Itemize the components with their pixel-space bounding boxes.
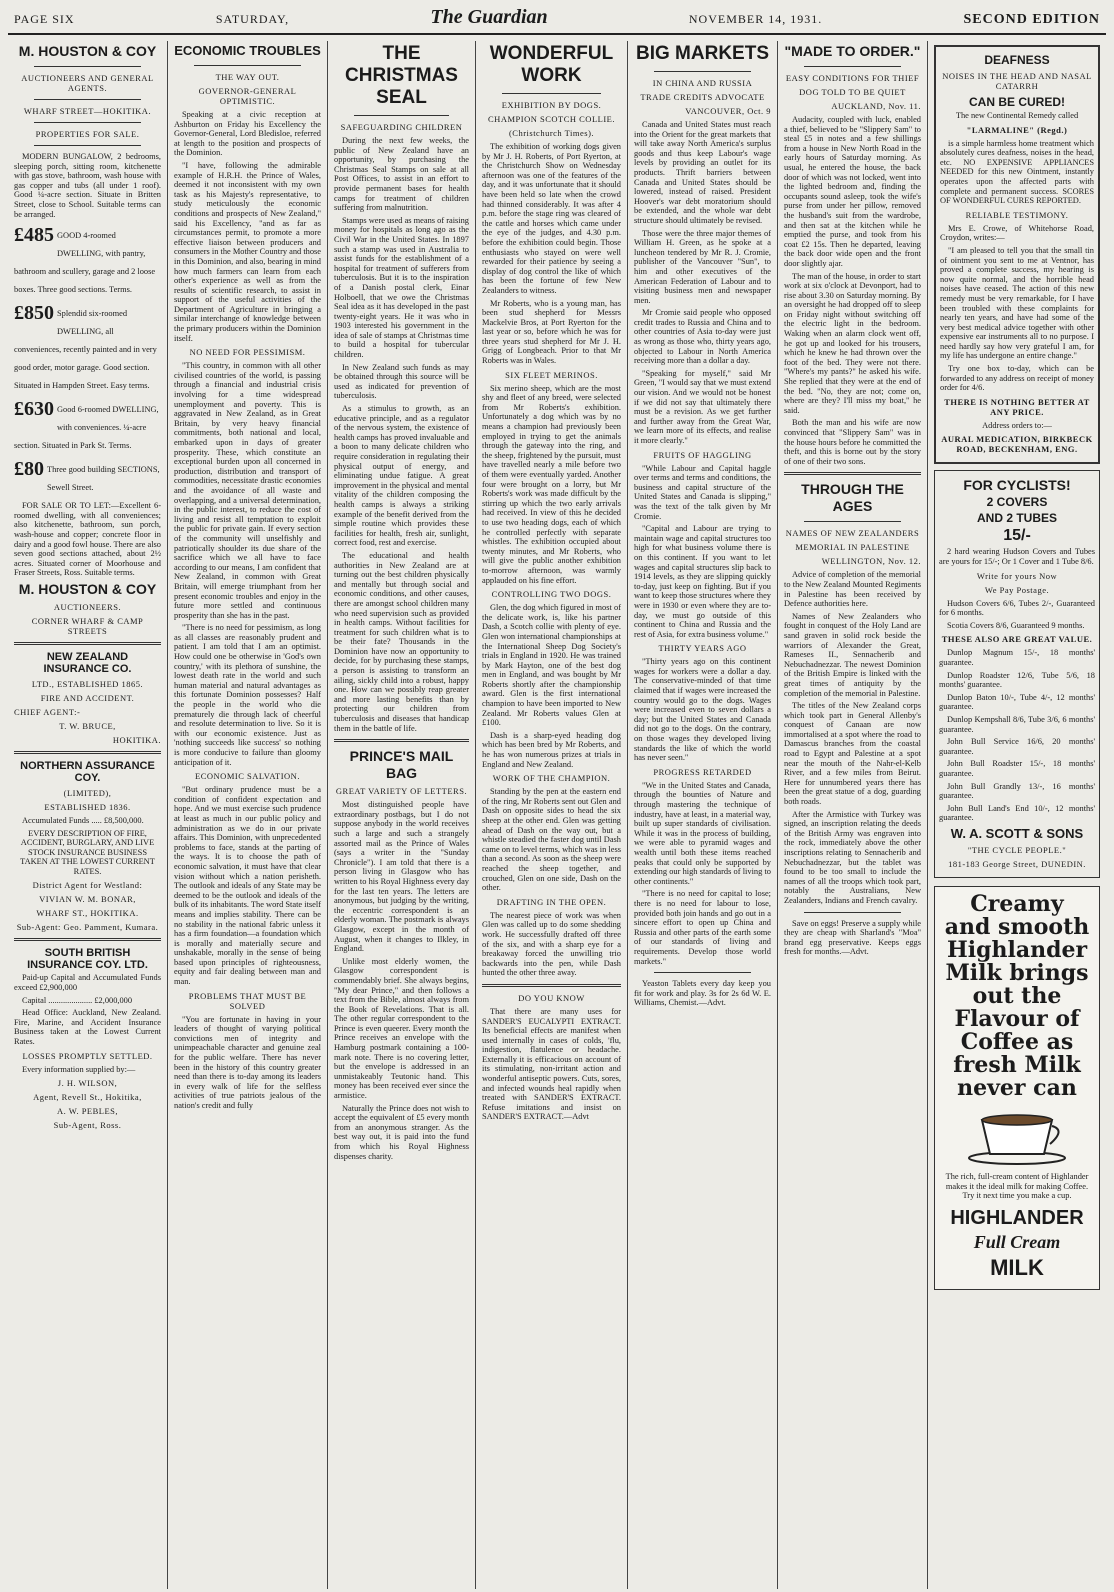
price-80: £80 [14, 458, 44, 481]
deaf-better: THERE IS NOTHING BETTER AT ANY PRICE. [944, 396, 1090, 417]
columns [8, 41, 1106, 1589]
deaf-address: AURAL MEDICATION, BIRKBECK ROAD, BECKENHAM, ENG. [941, 434, 1093, 455]
tyre-5: John Bull Service 16/6, 20 months' guarantee. [939, 737, 1095, 756]
ages-p2: Names of New Zealanders who fought in conquest of the Holy Land are sand graven in solid rock beside the warriors of Alexander the Great, Rameses II., Sennacherib and Nebuchadnezzar. The newest Dominion of the British Empire is linked with the great times of antiquity by the completion of the memorial in Palestine. [784, 611, 921, 698]
work-control: CONTROLLING TWO DOGS. [491, 589, 612, 600]
markets-p1: Canada and United States must reach into the Orient for the great markets that will take away North America's surplus goods and thus keep Labour's wage levels by providing an outlet for its products. Thrift barriers between Canada and United States should be lowered, instead of raised. President Hoover's war debt moratorium should be extended, and the whole war debt structure should ultimately be revised. [634, 120, 771, 225]
markets-p7: "Thirty years ago on this continent wages for workers were a dollar a day. The conservative-minded of that time claimed that if wages were increased the country would go to the dogs. Wages were increased even to seven dollars a day; but the United States and Canada did not go to the dogs. On the contrary, on those wages they developed living standards the like of which the world has never seen." [634, 657, 771, 763]
eggs-ad: Save on eggs! Preserve a supply while they are cheap with Sharland's "Moa" brand egg preservative. Keeps eggs fresh for months.—Advt. [784, 918, 921, 957]
work-sub2: CHAMPION SCOTCH COLLIE. [488, 114, 615, 124]
deaf-sub: NOISES IN THE HEAD AND NASAL CATARRH [942, 71, 1092, 91]
south-paidup: Paid-up Capital and Accumulated Funds exceed £2,900,000 [14, 973, 161, 993]
markets-p2: Those were the three major themes of William H. Green, as he spoke at a luncheon tendered by Mr R. J. Cromie, publisher of the Vancouver "Sun", to him and other executives of the American Federation of Labour and to visiting business men and newspaper men. [634, 228, 771, 305]
deaf-larmaline: "LARMALINE" (Regd.) [966, 124, 1068, 135]
economic-sub1: THE WAY OUT. [215, 72, 280, 82]
milk-line-6: Flavour of [954, 1005, 1080, 1032]
losses-settled: LOSSES PROMPTLY SETTLED. [22, 1050, 153, 1061]
order-sub2: DOG TOLD TO BE QUIET [799, 87, 906, 97]
youknow-heading: DO YOU KNOW [518, 992, 585, 1003]
ages-dateline: WELLINGTON, Nov. 12. [821, 556, 921, 567]
markets-thirty: THIRTY YEARS AGO [658, 643, 747, 654]
work-p6: Standing by the pen at the eastern end of the ring, Mr Roberts sent out Glen and Dash on opposite sides to head the six sheep at the other end. Glen was getting ahead of Dash on the way out, but a whistle steadied the faster dog until Dash came on to level terms, which was in less than a second. As soon as the sheep were reached the sheep together, and crouched, Glen on one side, Dash on the other. [482, 787, 621, 893]
deaf-p3: "I am pleased to tell you that the small tin of ointment you sent to me at Ventnor, has proved a complete success, my hearing is now quite normal, and the horrible head noises have ceased. The action of this new remedy must be very remarkable, for I have been troubled with these complaints for nearly ten years, and have had some of the very best medical advice together with other expensive ear instruments all to no purpose. I need hardly say how very grateful I am, for my life has undergone an entire change." [940, 245, 1094, 361]
cyclists-ad [934, 470, 1100, 877]
work-p4: Glen, the dog which figured in most of the delicate work, is, like his partner Dash, a Scotch collie with plenty of eye. Glen won international championships at the International Sheep Dog Society's trials in England in 1920. He was trained by Mark Hayton, one of the best dog men in England, and was bought by Mr Roberts shortly after the championship award. Glen is the first international champion to have been imported to New Zealand. Mr Roberts values Glen at £100. [482, 603, 621, 728]
milk-line-3: Highlander [946, 936, 1088, 963]
seal-sub: SAFEGUARDING CHILDREN [340, 122, 463, 132]
work-p5: Dash is a sharp-eyed heading dog which has been bred by Mr Roberts, and he has won numerous prizes at trials in England and New Zealand. [482, 730, 621, 769]
edition-label: SECOND EDITION [963, 12, 1100, 27]
ages-p1: Advice of completion of the memorial to the New Zealand Mounted Regiments in Palestine has been received by Defence authorities here. [784, 570, 921, 609]
youknow-text: That there are many uses for SANDER'S EUCALYPTI EXTRACT. Its beneficial effects are manifest when used internally in cases of colds, 'flu, indigestion, flatulence or headache. Externally it is efficacious on account of its stimulating, non-irritant action and wonderful antiseptic powers. Cuts, sores, and infected wounds heal rapidly when treated with SANDER'S EXTRACT. Refuse imitations and insist on SANDER'S EXTRACT.—Advt [482, 1006, 621, 1122]
milk-line-5: out the [972, 982, 1062, 1009]
deaf-cured: CAN BE CURED! [969, 95, 1065, 109]
tyre-2: Dunlop Roadster 12/6, Tube 5/6, 18 months' guarantee. [939, 670, 1095, 690]
agent-ross: Sub-Agent, Ross. [53, 1120, 122, 1131]
issue-day: SATURDAY, [215, 12, 290, 26]
yeaston-ad: Yeaston Tablets every day keep you fit for work and play. 3s for 2s 6d W. E. Williams, Chemist.—Advt. [634, 979, 771, 1008]
deaf-address-label: Address orders to:— [982, 420, 1052, 430]
economic-sub2: GOVERNOR-GENERAL OPTIMISTIC. [198, 86, 297, 106]
masthead [8, 6, 1106, 35]
houston-address: WHARF STREET—HOKITIKA. [23, 106, 152, 116]
chief-agent: CHIEF AGENT:- [14, 706, 81, 717]
ad-80: Three good building SECTIONS, Sewell Street. [47, 465, 160, 493]
markets-fruits: FRUITS OF HAGGLING [653, 449, 752, 460]
deaf-p4: Try one box to-day, which can be forwarded to any address on receipt of money order for 4/6. [940, 364, 1094, 393]
order-p1: Audacity, coupled with luck, enabled a thief, believed to be "Slippery Sam" to steal £5 in notes and a few shillings from a house in New North Road in the early hours of Saturday morning. As usual, he entered the house, the back door of which was not locked, went into the lighted bedroom and, finding the occupants sound asleep, took the wife's purse from under her pillow, removed the husband's suit from the wardrobe, and then sat at the kitchen while he emptied the purse, and took from his coat £2 15s. Then he departed, leaving the back door wide open and the front door slightly ajar. [784, 115, 921, 268]
markets-headline: BIG MARKETS [636, 43, 769, 64]
markets-p8: "We in the United States and Canada, through the bounties of Nature and through mastering the technique of industry, have at least, in a material way, built up super standards of civilisation. While it was in the process of building, we were able to pyramid wages and wealth until both these items reached peaks that could only be supported by extending our high standards of living to other continents." [634, 780, 771, 886]
tyre-4: Dunlop Kempshall 8/6, Tube 3/6, 6 months' guarantee. [939, 714, 1095, 734]
corner-address: CORNER WHARF & CAMP STREETS [31, 615, 144, 636]
agent-bonar: VIVIAN W. M. BONAR, [39, 894, 136, 905]
work-headline: WONDERFUL WORK [489, 43, 614, 86]
markets-p5: "While Labour and Capital haggle over terms and terms and conditions, the business and capital structure of the United States and Canada is slipping," was the text of the talk given by Mr Cromie. [634, 463, 771, 521]
seal-p2: Stamps were used as means of raising money for hospitals as long ago as the Civil War in the United States. In 1897 such a stamp was used in Australia to assist funds for the establishment of a hospital for treatment of sufferers from tuberculosis. But it is to the inspiration of a Danish postal clerk, Einar Holboell, that we owe the Christmas Seal idea as it has developed in the past twenty-eight years. He it was who in 1903 interested his government in the idea of sale of stamps at Christmas time to build a hospital for tubercular children. [334, 215, 469, 360]
coffee-cup-icon [962, 1106, 1072, 1166]
houston-subtitle: AUCTIONEERS AND GENERAL AGENTS. [21, 73, 154, 93]
work-sub1: EXHIBITION BY DOGS. [501, 100, 602, 110]
economic-p2: "I have, following the admirable example of H.R.H. the Prince of Wales, deemed it not inconsistent with my own task as his Majesty's representative, to study meticulously the economic conditions and prospects of New Zealand," said his Excellency, "and as far as circumstances permit, to promote a more effective liaison between producers and consumers in the Mother Country and those in this Dominion, and also, bearing in mind how much farmers can learn from each other's experience as well as from the results of scientific research, to assist in support of the useful activities of the Department of Agriculture in bringing a similar interchange of knowledge between the primary producers within the Dominion itself. [174, 160, 322, 343]
milk-brand: HIGHLANDER [950, 1206, 1084, 1229]
cyclists-scotia: Scotia Covers 8/6, Guaranteed 9 months. [947, 620, 1085, 630]
mailbag-p3: Naturally the Prince does not wish to accept the equivalent of £5 every month from an anonymous stranger. As the best way out, it is paid into the fund from which his Royal Highness dispenses charity. [334, 1103, 469, 1161]
cyclists-hudson: Hudson Covers 6/6, Tubes 2/-, Guaranteed for 6 months. [939, 598, 1095, 618]
markets-p6: "Capital and Labour are trying to maintain wage and capital structures too high for what business volume there is on this continent. If you want to let wages and capital structures slip back to 1914 levels, as they are slipping quickly to-day, just keep on fighting. But if you want to keep those structures where they were in 1930 or even where they are to-day, we must go outside of this continent to China and Russia and the rest of Asia, for extra business volume." [634, 524, 771, 639]
cyclists-price: 15/- [1003, 527, 1031, 545]
economic-solved: PROBLEMS THAT MUST BE SOLVED [188, 990, 307, 1011]
scott-title: W. A. SCOTT & SONS [950, 825, 1084, 841]
auctioneers-2: AUCTIONEERS. [53, 601, 122, 612]
markets-sub1: IN CHINA AND RUSSIA [652, 78, 753, 88]
economic-p5: "But ordinary prudence must be a condition of confident expectation and hope. And we must exercise such prudence at least as much in our public policy and administration as we do in our private affairs. This Dominion, with unprecedented problems to face, stands at the parting of the ways. It is to choose the path of economic salvation, it must have that clear vision without which a nation perisheth. The outlook and ideals of any State may be deemed to be the outlook and ideals of the bulk of its inhabitants. The word State itself means and implies stability. There can be no stability in the national fabric unless it has a firm foundation—a foundation which is morally and materially secure and unshakable, morally in the sense of being based upon principles of righteousness, equity and fair dealing between man and man. [174, 785, 321, 987]
milk-line-8: fresh Milk [953, 1051, 1081, 1078]
milk-line-9: never can [957, 1074, 1077, 1101]
bungalow-ad: MODERN BUNGALOW, 2 bedrooms, sleeping porch, sitting room, kitchenette with gas stove, bathroom, wash house with gas copper and tubs (all under 1 roof). Good ¼-acre section. Situate in Britten Street, close to School. Suitable terms can be arranged. [14, 152, 161, 219]
column-classifieds [8, 41, 168, 1589]
mailbag-sub: GREAT VARIETY OF LETTERS. [335, 786, 468, 797]
price-850: £850 [14, 302, 54, 325]
ages-headline: THROUGH THE AGES [801, 481, 904, 515]
fire-accident: FIRE AND ACCIDENT. [40, 692, 135, 703]
column-economic [168, 41, 328, 1589]
work-six: SIX FLEET MERINOS. [505, 369, 598, 380]
milk-fullcream: Full Cream [973, 1231, 1061, 1252]
economic-p1: Speaking at a civic reception at Ashburton on Friday his Excellency the Governor-General, Lord Bledisloe, referred at length to the position and prospects of the Dominion. [174, 110, 321, 158]
seal-p4: As a stimulus to growth, as an educative principle, and as a regulator of the nervous system, the existence of health camps has proved invaluable and a boon to many delicate children who require consideration in regulating their physical output of energy, and eliminating undue fatigue. A great improvement in the physical and mental vitality of the children composing the health camps is always a striking example of the benefit derived from the simple routine which provides these facilities for health, fresh air, sunlight, correct food, rest and exercise. [334, 404, 469, 548]
work-sub3: (Christchurch Times). [508, 128, 595, 138]
price-630: £630 [14, 398, 54, 421]
northern-est: ESTABLISHED 1836. [44, 801, 131, 812]
work-draft: DRAFTING IN THE OPEN. [496, 896, 607, 907]
scott-address: 181-183 George Street, DUNEDIN. [948, 858, 1086, 869]
column-advertisements [928, 41, 1106, 1589]
cyclists-title: FOR CYCLISTS! [963, 477, 1071, 494]
paper-title: The Guardian [430, 6, 548, 28]
mailbag-headline: PRINCE'S MAIL BAG [349, 748, 454, 782]
order-p3: Both the man and his wife are now convinced that "Slippery Sam" was in the house hours before he committed the theft, and this is borne out by the story of one of their two sons. [784, 418, 921, 466]
column-christmas-seal [328, 41, 476, 1589]
work-champ: WORK OF THE CHAMPION. [492, 773, 611, 784]
cyclists-tubes: AND 2 TUBES [976, 511, 1057, 526]
ad-850: Splendid six-roomed DWELLING, all conveniences, recently painted and in very good order, motor garage. Good section. Situated in Hampden Street. Easy terms. [14, 309, 157, 391]
column-wonderful-work [476, 41, 628, 1589]
milk-line-1: Creamy [970, 890, 1064, 917]
column-big-markets [628, 41, 778, 1589]
ages-p4: After the Armistice with Turkey was signed, an inscription relating the deeds of the British Army was engraven into the rock, immediately above the other inscriptions relating to Sennacherib and Nebuchadnezzar, but the tablet was found to be too small to include the names of all the troops which took part, notably the Australians, New Zealanders, Indians and French cavalry. [784, 809, 921, 905]
markets-p9: "There is no need for capital to lose; there is no need for labour to lose, provided both join hands and go out in a sincere effort to open up China and Russia and other parts of the earth some of our standards of living and requirements. Develop those world markets." [634, 889, 771, 966]
economic-p6: "You are fortunate in having in your leaders of thought of varying political convictions men of integrity and unimpeachable character and genuine zeal for the public welfare. There has never been in the history of this country greater need than there is to-day among its leaders in every walk of life for the selfless activities of true patriots jealous of the nation's credit and fully [174, 1014, 321, 1110]
markets-progress: PROGRESS RETARDED [653, 766, 752, 777]
ad-485: GOOD 4-roomed DWELLING, with pantry, bathroom and scullery, garage and 2 loose boxes. Three good sections. Terms. [14, 231, 156, 295]
cyclists-hard: 2 hard wearing Hudson Covers and Tubes are yours for 15/-; Or 1 Cover and 1 Tube 8/6. [939, 547, 1095, 567]
tyre-3: Dunlop Baton 10/-, Tube 4/-, 12 months' guarantee. [939, 692, 1095, 712]
issue-date: NOVEMBER 14, 1931. [688, 12, 823, 26]
agent-revell: Agent, Revell St., Hokitika, [33, 1092, 142, 1103]
economic-p3: "This country, in common with all other civilised countries of the world, is passing through a financial and industrial crisis involving for a time widespread unemployment and poverty. This is aggravated in New Zealand, as in Great Britain, by very heavy financial commitments, both national and local, embarked upon in days of greater prosperity. These, which constitute an exceptional burden upon all concerned in production, distribution and transport of commodities, necessitate drastic economies and the avoidance of all waste and overlapping, and a universal determination, in the public interest, to reduce the cost of living and resist all temptation to exploit the public for private gain. If every section of the community will unselfishly and patriotically shoulder its due share of the sacrifice which we all have to face according to our means, I am confident that New Zealand, in common with Great Britain, will emerge triumphant from her present economic troubles and enjoy in the future more settled and continuous prosperity than she has in the past. [174, 361, 321, 620]
cyclists-also: THESE ALSO ARE GREAT VALUE. [941, 634, 1093, 645]
markets-p3: Mr Cromie said people who opposed credit trades to Russia and China and to other countries of Asia to-day were just as wrong as those who, thirty years ago, objected to Labour in North America receiving more than a dollar a day. [634, 308, 771, 366]
northern-every: EVERY DESCRIPTION OF FIRE, ACCIDENT, BURGLARY, AND LIVE STOCK INSURANCE BUSINESS TAKEN AT THE LOWEST CURRENT RATES. [20, 828, 155, 876]
milk-body: The rich, full-cream content of Highlander makes it the ideal milk for making Coffee. Try it next time you make a cup. [945, 1171, 1089, 1201]
markets-p4: "Speaking for myself," said Mr Green, "I would say that we must extend our vision. And we would not be honest if we did not say that ultimately there must be a revision. As we get further and further away from the Great War, we learn more of its effects, and realise it more clearly." [634, 368, 771, 445]
agent-wharfst: WHARF ST., HOKITIKA. [36, 908, 139, 919]
deaf-p1: is a simple harmless home treatment which absolutely cures deafness, noises in the head, etc. NO EXPENSIVE APPLIANCES NEEDED for this new Ointment, instantly operates upon the affected parts with complete and permanent success. SCORES OF WONDERFUL CURES REPORTED. [940, 138, 1094, 206]
deafness-ad [934, 45, 1100, 464]
houston-title: M. HOUSTON & COY [18, 43, 157, 59]
ad-630: Good 6-roomed DWELLING, with conveniences. ¼-acre section. Situated in Park St. Terms. [14, 405, 159, 451]
south-british-title: SOUTH BRITISH INSURANCE COY. LTD. [27, 947, 148, 972]
properties-heading: PROPERTIES FOR SALE. [35, 129, 140, 139]
deaf-reliable: RELIABLE TESTIMONY. [965, 209, 1069, 220]
tyre-7: John Bull Grandly 13/-, 16 months' guarantee. [939, 781, 1095, 801]
northern-funds: Accumulated Funds ..... £8,500,000. [22, 815, 144, 825]
agent-hokitika: HOKITIKA. [112, 734, 161, 745]
northern-title: NORTHERN ASSURANCE COY. [20, 759, 155, 784]
order-dateline: AUCKLAND, Nov. 11. [831, 101, 921, 111]
mailbag-p1: Most distinguished people have extraordinary postbags, but I do not suppose anybody in the world receives such a large and such a strangely assorted mail as the Prince of Wales (says a writer in the "Sunday Chronicle"). I am told that there is a person living in Glasgow who has written to his Royal Highness every day for the last ten years. The letters are anonymous, but judging by the writing, the eccentric correspondent is an elderly woman. The postmark is always Glasgow, except in the month of August, when it changes to Ilkley, in England. [334, 800, 469, 954]
seal-p3: In New Zealand such funds as may be obtained through this source will be used as indicated for prevention of tuberculosis. [334, 362, 469, 401]
order-p2: The man of the house, in order to start work at six o'clock at Devonport, had to rise about 3.30 on Saturday morning. By an oversight he had dropped off to sleep on Friday night without switching off the electric light in the bedroom. Waking when an alarm clock went off, he got up and looked for his trousers, which he knew he had thrown over the foot of the bed. They were not there. "Where's my pants?" he asked his wife. She replied that they were at the end of the bed. "No, they are not; come on, where are they? I'll miss my boat," he said. [784, 271, 921, 415]
deaf-title: DEAFNESS [984, 53, 1050, 67]
northern-limited: (LIMITED), [63, 787, 112, 798]
ages-p3: The titles of the New Zealand corps which took part in General Allenby's conquest of Canaan are now immortalised at a spot where the road to Damascus branches from the coastal road to Egypt and Palestine at a spot near the mouth of the Nahr-el-Kelb River, and a few miles from Beirut. Here for unnumbered years there has been the great statue of a dog, guarding both roads. [784, 701, 921, 807]
south-capital: Capital ..................... £2,000,000 [22, 995, 133, 1005]
seal-p1: During the next few weeks, the public of New Zealand have an opportunity, by purchasing the Christmas Seal Stamps on sale at all Post Offices, to assist in an effort to provide permanent bases for health camps for treatment of children suffering from malnutrition. [334, 136, 469, 213]
economic-p4: "There is no need for pessimism, as long as all classes are reasonably prudent and patient. I am told that I am an optimist. How could one be otherwise in 'God's own country,' with its plethora of sunshine, the lowest death rate in the world and such human material and natural advantages as this fortunate Dominion possesses? Half the people in the world who die prematurely die through lack of cheerful and resolute determination to live. So it is with our economic existence. Just as 'nothing succeeds like success' so nothing is more conducive to failure than gloomy anticipation of it. [174, 623, 321, 767]
info-supplied: Every information supplied by:— [22, 1064, 136, 1074]
milk-line-4: Milk brings [945, 959, 1089, 986]
agent-bruce: T. W. BRUCE, [59, 720, 116, 731]
milk-line-7: Coffee as [960, 1028, 1074, 1055]
markets-dateline: VANCOUVER, Oct. 9 [685, 106, 771, 116]
nz-insurance-est: LTD., ESTABLISHED 1865. [31, 678, 144, 689]
nz-insurance-title: NEW ZEALAND INSURANCE CO. [43, 650, 132, 675]
price-485: £485 [14, 224, 54, 247]
order-sub1: EASY CONDITIONS FOR THIEF [785, 73, 920, 83]
economic-need: NO NEED FOR PESSIMISM. [189, 347, 306, 358]
page-number: PAGE SIX [14, 12, 75, 26]
houston-title-2: M. HOUSTON & COY [18, 580, 157, 597]
economic-salvation: ECONOMIC SALVATION. [195, 771, 300, 782]
scott-tagline: "THE CYCLE PEOPLE." [967, 844, 1067, 855]
markets-sub2: TRADE CREDITS ADVOCATE [640, 92, 765, 102]
agent-wilson: J. H. WILSON, [57, 1078, 118, 1089]
highlander-milk-ad [934, 886, 1100, 1290]
south-headoffice: Head Office: Auckland, New Zealand. Fire, Marine, and Accident Insurance Business taken at the Lowest Current Rates. [14, 1008, 161, 1047]
mailbag-p2: Unlike most elderly women, the Glasgow correspondent is commendably brief. She always begins, "My dear Prince," and then follows a text from the Bible, almost always from the Book of Revelations. That is all. The other regular correspondent to the Prince is even queerer. Every month the Prince receives an envelope with the Hamburg postmark containing a 100-mark note. There is no covering letter, but the envelope is addressed in an unmistakeably Teutonic hand. This money has been received ever since the armistice. [334, 956, 469, 1101]
forsale-ad: FOR SALE OR TO LET:—Excellent 6-roomed dwelling, with all conveniences; also kitchenette, bathroom, sun porch, wash-house and copper; concrete floor in dairy and a good fowl house. There are also seven good sections attached, about 2½ acres. Situated corner of Moorhouse and Fraser Streets, Ross. Suitable terms. [14, 501, 161, 578]
tyre-1: Dunlop Magnum 15/-, 18 months' guarantee. [939, 648, 1095, 667]
milk-line-2: and smooth [944, 913, 1090, 940]
work-p7: The nearest piece of work was when Glen was called up to do some shedding work. He successfully drafted off three of the six, and with a sharp eye for a breakaway forced the unwilling trio backwards into the pen, while Dash hunted the other three away. [482, 910, 621, 978]
district-agent: District Agent for Westland: [32, 880, 143, 891]
deaf-new: The new Continental Remedy called [955, 111, 1079, 120]
agent-pebles: A. W. PEBLES, [56, 1106, 119, 1117]
milk-word: MILK [990, 1254, 1044, 1280]
column-made-to-order [778, 41, 928, 1589]
cyclists-write: Write for yours Now [976, 570, 1058, 581]
economic-headline: ECONOMIC TROUBLES [174, 43, 321, 58]
seal-headline: THE CHRISTMAS SEAL [345, 43, 458, 108]
tyre-8: John Bull Land's End 10/-, 12 months' guarantee. [939, 803, 1095, 823]
seal-p5: The educational and health authorities in New Zealand are at turning out the best children physically and mentally but through social and economic conditions, and other causes, there are amongst school children many who need supervision such as provided in health camps. Without facilities for treatment for such children what is to be their fate? Thousands in the Dominion have now an opportunity to decide, for by purchasing these stamps, a person is assisting to transform an ailing, sickly child into a robust, happy one. How can we possibly reap greater and more lasting benefits than by protecting our children from tuberculosis and diseases that handicap them in the battle of life. [334, 550, 469, 733]
deaf-p2: Mrs E. Crowe, of Whitehorse Road, Croydon, writes:— [940, 223, 1094, 243]
tyre-6: John Bull Roadster 15/-, 18 months' guarantee. [939, 759, 1095, 778]
work-p2: Mr Roberts, who is a young man, has been stud shepherd for Messrs Mackelvie Bros, at Port Ryerton for the last year or so, before which he was for three years stud shepherd for Mr J. H. Grigg of Longbeach. Prior to that Mr Roberts was in Wales. [482, 298, 621, 366]
work-p3: Six merino sheep, which are the most shy and fleet of any breed, were selected from Mr Roberts's exhibition. Unfortunately a dog which was by no means a champion had previously been employed in trying to get the animals through the gateway into the ring, and the sheep, frightened by the pursuit, must have travelled nearly a mile before two of them were eventually yarded. Another four were brought on a lorry, but Mr Roberts's work was made difficult by the stirring up which the two early arrivals had received. In view of this he decided to use two heading dogs, each of which he controlled perfectly with separate whistles. The exhibition occupied about twenty minutes, and Mr Roberts, who will give the public another exhibition to-morrow afternoon, was warmly applauded on his fine effort. [482, 383, 621, 585]
order-headline: "MADE TO ORDER." [784, 43, 921, 59]
ages-sub1: NAMES OF NEW ZEALANDERS [785, 528, 920, 539]
cyclists-covers: 2 COVERS [986, 495, 1048, 510]
work-p1: The exhibition of working dogs given by Mr J. H. Roberts, of Port Ryerton, at the Christchurch Show on Wednesday afternoon was one of the features of the day, and it was unfortunate that it should have been held so late when the crowd had thinned considerably. It was after 4 p.m. before the stage ring was cleared of the cattle and horses which came under the eye of the judges, and 4.30 p.m. before the exhibition could begin. Those enthusiasts who stayed on were well rewarded for their patience by seeing a display of dog control the like of which has been the fortune of few New Zealanders to witness. [482, 142, 621, 295]
sub-agent: Sub-Agent: Geo. Pamment, Kumara. [16, 922, 159, 933]
ages-sub2: MEMORIAL IN PALESTINE [795, 542, 910, 553]
cyclists-postage: We Pay Postage. [984, 584, 1050, 595]
